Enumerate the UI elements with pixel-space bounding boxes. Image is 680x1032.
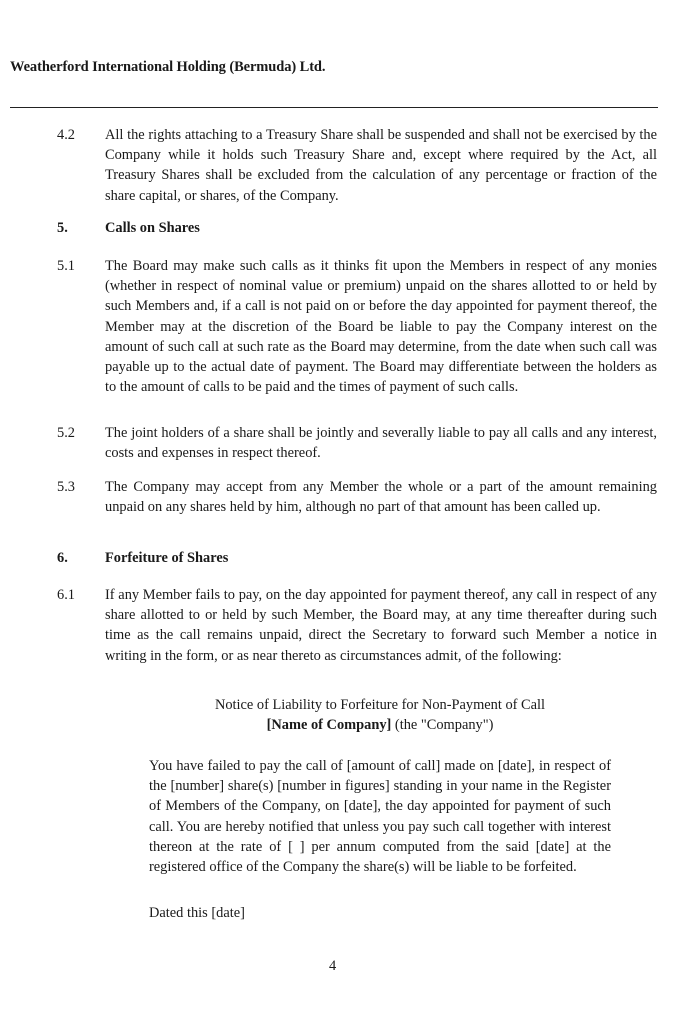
clause-5-3 (57, 477, 657, 517)
clause-number: 5.3 (57, 479, 75, 495)
page-number: 4 (329, 958, 337, 974)
notice-dated-line: Dated this [date] (149, 905, 245, 921)
clause-text: All the rights attaching to a Treasury Share shall be suspended and shall not be exercised by the Company while it holds such Treasury Share and, except where required by the Act, all Treasury Shares shall be excluded from the calculation of any percentage or fraction of the share capital, or shares, of the Company. (105, 127, 657, 204)
notice-company-line (105, 715, 655, 735)
notice-body: You have failed to pay the call of [amount of call] made on [date], in respect of the [number] share(s) [number in figures] standing in your name in the Register of Members of the Company, on [date], the day appointed for payment of such call. You are hereby notified that unless you pay such call together with interest thereon at the rate of [ ] per annum computed from the said [date] at the registered office of the Company the share(s) will be liable to be forfeited. (149, 758, 611, 876)
company-placeholder: [Name of Company] (266, 717, 392, 734)
clause-number: 5.2 (57, 425, 75, 441)
section-number: 6. (57, 550, 68, 566)
section-title: Forfeiture of Shares (105, 550, 229, 566)
clause-text: The Board may make such calls as it thinks fit upon the Members in respect of any monies (whether in respect of nominal value or premium) unpaid on the shares allotted to or held by such Members and, if a call is not paid on or before the day appointed for payment thereof, the Member may at the discretion of the Board be liable to pay the Company interest on the amount of such call at such rate as the Board may determine, from the date when such call was payable up to the actual date of payment. The Board may differentiate between the holders as to the amount of calls to be paid and the times of payment of such calls. (105, 258, 657, 396)
notice-title (105, 695, 655, 735)
notice-title-line: Notice of Liability to Forfeiture for Non-Payment of Call (214, 697, 546, 713)
clause-number: 4.2 (57, 127, 75, 143)
company-suffix: (the "Company") (391, 717, 494, 734)
clause-text: The Company may accept from any Member the whole or a part of the amount remaining unpaid on any shares held by him, although no part of that amount has been called up. (105, 479, 657, 516)
clause-number: 6.1 (57, 587, 75, 603)
clause-4-2 (57, 125, 657, 206)
clause-text: If any Member fails to pay, on the day appointed for payment thereof, any call in respect of any share allotted to or held by such Member, the Board may, at any time thereafter during such time as the call remains unpaid, direct the Secretary to forward such Member a notice in writing in the form, or as near thereto as circumstances admit, of the following: (105, 587, 657, 664)
document-header: Weatherford International Holding (Bermuda) Ltd. (10, 59, 326, 75)
clause-5-2 (57, 423, 657, 463)
clause-text: The joint holders of a share shall be jointly and severally liable to pay all calls and any interest, costs and expenses in respect thereof. (105, 425, 657, 462)
section-title: Calls on Shares (105, 220, 200, 236)
section-number: 5. (57, 220, 68, 236)
clause-number: 5.1 (57, 258, 75, 274)
clause-5-1 (57, 256, 657, 397)
clause-6-1 (57, 585, 657, 666)
header-rule (10, 107, 658, 108)
